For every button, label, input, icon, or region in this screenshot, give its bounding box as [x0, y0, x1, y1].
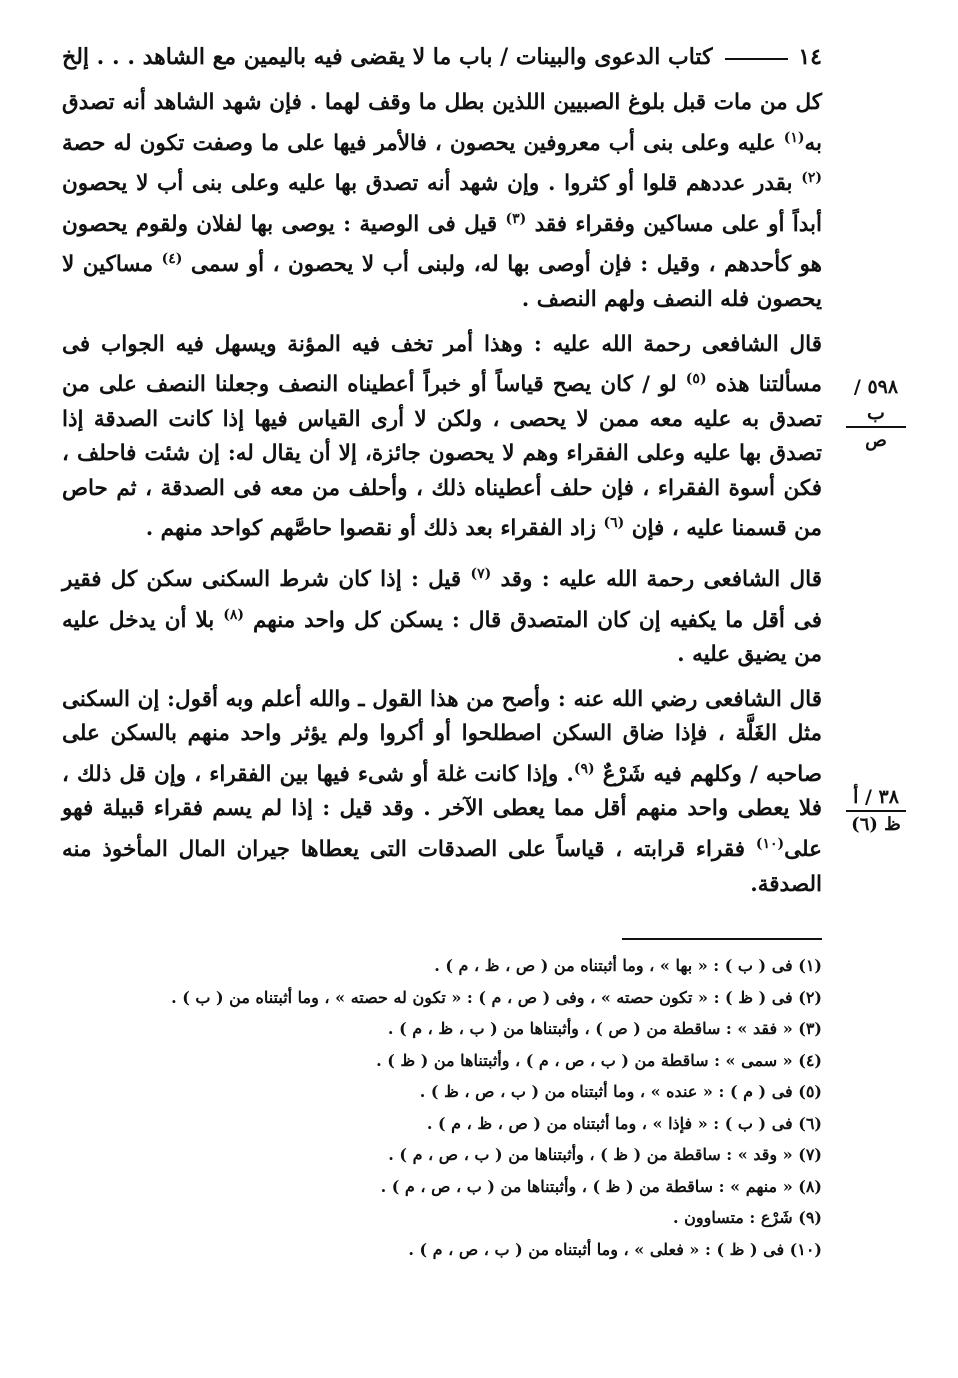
footnote-marker: (٩) [573, 760, 595, 777]
text-run: كل من مات قبل بلوغ الصبيين اللذين بطل ما وقف لهما . فإن شهد الشاهد أنه تصدق به [62, 90, 822, 156]
text-run: رحمة الله عليه : وهذا أمر تخف فيه المؤنة ويسهل فيه الجواب فى مسألتنا هذه [62, 331, 822, 398]
footnote: (٢) فى ( ظ ) : « تكون حصته » ، وفى ( ص ، م ) : « تكون له حصته » ، وما أثبتناه من ( ب ) . [171, 987, 822, 1007]
footnote: (٦) فى ( ب ) : « فإذا » ، وما أثبتناه من ( ص ، ظ ، م ) . [426, 1113, 822, 1133]
margin-note-2-siglum: ظ (٦) [851, 814, 901, 835]
footnote-separator [622, 938, 822, 940]
text-run: . وإذا كانت غلة أو شىء فيها بين الفقراء ، وإن قل ذلك ، فلا يعطى واحد منهم أقل مما يعطى الآخر . وقد قيل : إذا لم يسم فقراء قبيلة فهو على [62, 761, 822, 863]
margin-note-1 [846, 374, 906, 454]
speaker-lead: قال الشافعى رضي الله عنه [573, 686, 822, 712]
text-run: قيل : إذا كان شرط السكنى سكن كل فقير فى أقل ما يكفيه إن كان المتصدق قال : يسكن كل واحد منهم [62, 567, 822, 633]
footnote: (٣) « فقد » : ساقطة من ( ص ) ، وأثبتناها من ( ب ، ظ ، م ) . [387, 1019, 822, 1038]
footnote-marker: (١٠) [755, 835, 785, 852]
footnotes [100, 950, 822, 1265]
text-run: بلا أن يدخل عليه من يضيق عليه . [62, 607, 822, 668]
text-run: رحمة الله عليه : وقد [491, 567, 704, 593]
header-title: كتاب الدعوى والبينات / باب ما لا يقضى فيه باليمين مع الشاهد . . . إلخ [62, 44, 713, 70]
margin-note-2-folio: ٣٨ / أ [846, 784, 906, 812]
text-run: لو / كان يصح قياساً أو خبراً أعطيناه النصف وجعلنا النصف على من تصدق به عليه معه ممن لا يحصى ، ولكن لا أرى القياس فيها إذا كانت الصدقة إذا تصدق بها عليه وعلى الفقراء وهم لا يحصون جائزة، إلا أن يقال له: إن شئت فاحلف ، فكن أسوة الفقراء ، فإن حلف أعطيناه ذلك ، وأحلف من معه فى الصدقة ، ثم حاص من قسمنا عليه ، فإن [62, 372, 822, 542]
paragraph [62, 557, 822, 673]
text-run: زاد الفقراء بعد ذلك أو نقصوا حاصَّهم كواحد منهم . [145, 516, 604, 542]
margin-note-1-folio: ٥٩٨ / ب [846, 374, 906, 428]
footnote: (٧) « وقد » : ساقطة من ( ظ ) ، وأثبتناها من ( ب ، ص ، م ) . [388, 1145, 822, 1164]
text-run: قيل فى الوصية : يوصى بها لفلان ولقوم يحصون هو كأحدهم ، وقيل : فإن أوصى بها له، ولبنى أب لا يحصون ، أو سمى [62, 211, 822, 278]
footnote-marker: (٣) [505, 210, 527, 227]
paragraph [62, 328, 822, 547]
running-header [62, 36, 822, 78]
text-run: : وأصح من هذا القول ـ والله أعلم وبه أقول: إن السكنى مثل الغَلَّة ، فإذا ضاق السكن اصطلحوا أو أكروا ولم يؤثر واحد منهم بالسكن على صاحبه / وكلهم فيه شَرْعٌ [62, 686, 823, 787]
footnote: (٥) فى ( م ) : « عنده » ، وما أثبتناه من ( ب ، ص ، ظ ) . [419, 1082, 822, 1101]
margin-note-1-siglum: ص [865, 430, 887, 451]
footnote: (١) فى ( ب ) : « بها » ، وما أثبتناه من ( ص ، ظ ، م ) . [434, 956, 822, 975]
speaker-lead: قال الشافعى [701, 331, 822, 357]
speaker-lead: قال الشافعى [703, 567, 822, 593]
footnote-marker: (٨) [223, 606, 245, 623]
text-run: بقدر عددهم قلوا أو كثروا . وإن شهد أنه تصدق بها عليه وعلى بنى أب لا يحصون أبداً أو على مساكين وفقراء فقد [62, 171, 822, 237]
header-rule [725, 58, 789, 60]
footnote: (١٠) فى ( ظ ) : « فعلى » ، وما أثبتناه من ( ب ، ص ، م ) . [408, 1239, 822, 1259]
footnote-marker: (٧) [470, 565, 492, 582]
text-run: مساكين لا يحصون فله النصف ولهم النصف . [62, 252, 822, 313]
text-run: فقراء قرابته ، قياساً على الصدقات التى يعطاها جيران المال المأخوذ منه الصدقة. [62, 837, 822, 897]
footnote: (٤) « سمى » : ساقطة من ( ب ، ص ، م ) ، وأثبتناها من ( ظ ) . [376, 1050, 822, 1070]
footnote: (٩) شَرْع : متساوون . [672, 1208, 822, 1227]
main-text [62, 86, 822, 912]
footnote-marker: (٦) [603, 515, 625, 532]
page-number: ١٤ [798, 44, 822, 70]
paragraph [62, 683, 822, 902]
paragraph [62, 86, 822, 318]
text-run: عليه وعلى بنى أب معروفين يحصون ، فالأمر فيها على ما وصفت تكون له حصة [62, 130, 784, 156]
margin-note-2 [846, 784, 906, 838]
footnote-marker: (٥) [685, 371, 707, 388]
footnote-marker: (١) [783, 129, 805, 146]
footnote-marker: (٤) [161, 251, 183, 268]
footnote: (٨) « منهم » : ساقطة من ( ظ ) ، وأثبتناها من ( ب ، ص ، م ) . [380, 1176, 822, 1196]
footnote-marker: (٢) [801, 170, 822, 187]
